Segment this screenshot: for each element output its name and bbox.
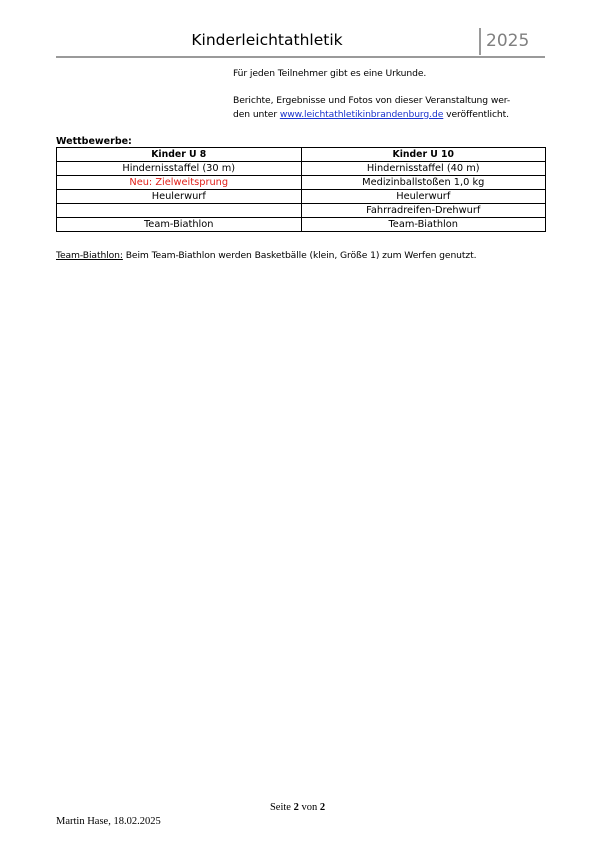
- table-row: [57, 176, 546, 190]
- page-current: 2: [293, 802, 299, 813]
- table-cell: Hindernisstaffel (30 m): [57, 162, 302, 176]
- table-cell: Fahrradreifen-Drehwurf: [301, 204, 546, 218]
- header-year: 2025: [486, 31, 530, 51]
- table-cell: Heulerwurf: [57, 190, 302, 204]
- note-label: Team-Biathlon:: [56, 250, 123, 261]
- certificate-text: Für jeden Teilnehmer gibt es eine Urkunde.: [233, 68, 427, 79]
- table-row: [57, 218, 546, 232]
- table-row: [57, 204, 546, 218]
- reports-prefix: den unter: [233, 108, 280, 120]
- note-text: Beim Team-Biathlon werden Basketbälle (klein, Größe 1) zum Werfen genutzt.: [122, 250, 477, 261]
- page-number: [0, 802, 595, 813]
- page-prefix: Seite: [269, 802, 294, 813]
- column-header-u8: Kinder U 8: [57, 148, 302, 162]
- author-date: Martin Hase, 18.02.2025: [56, 816, 161, 827]
- team-biathlon-note: [56, 250, 476, 261]
- page-mid: von: [298, 802, 320, 813]
- reports-line-1: Berichte, Ergebnisse und Fotos von dieser Veranstaltung wer-: [233, 95, 511, 106]
- competitions-label: Wettbewerbe:: [56, 136, 132, 147]
- table-cell-new-event: Neu: Zielweitsprung: [57, 176, 302, 190]
- table-cell: Medizinballstoßen 1,0 kg: [301, 176, 546, 190]
- table-row: [57, 162, 546, 176]
- page-total: 2: [319, 802, 326, 813]
- website-link[interactable]: www.leichtathletikinbrandenburg.de: [279, 108, 444, 120]
- reports-paragraph: [233, 94, 510, 121]
- table-cell: [57, 204, 302, 218]
- page-header: [56, 30, 545, 58]
- table-cell: Heulerwurf: [301, 190, 546, 204]
- column-header-u10: Kinder U 10: [301, 148, 546, 162]
- table-cell: Team-Biathlon: [301, 218, 546, 232]
- competitions-table: [56, 147, 546, 232]
- header-divider: [479, 28, 481, 55]
- reports-suffix: veröffentlicht.: [443, 108, 509, 120]
- document-title: Kinderleichtathletik: [191, 31, 343, 49]
- table-header-row: [57, 148, 546, 162]
- table-row: [57, 190, 546, 204]
- table-cell: Team-Biathlon: [57, 218, 302, 232]
- table-cell: Hindernisstaffel (40 m): [301, 162, 546, 176]
